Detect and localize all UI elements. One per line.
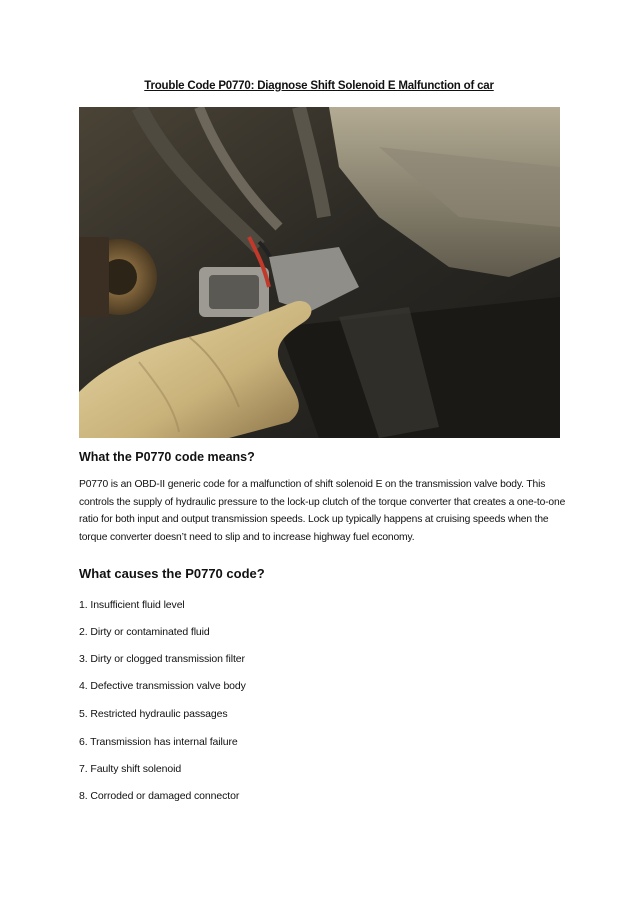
list-item: 5. Restricted hydraulic passages	[79, 708, 228, 720]
engine-photo	[79, 107, 560, 438]
list-item: 6. Transmission has internal failure	[79, 736, 238, 748]
document-title: Trouble Code P0770: Diagnose Shift Solenoid E Malfunction of car	[144, 80, 494, 92]
section-heading-meaning: What the P0770 code means?	[79, 450, 255, 464]
section-paragraph-meaning: P0770 is an OBD-II generic code for a malfunction of shift solenoid E on the transmission valve body. This controls the supply of hydraulic pressure to the lock-up clutch of the torque converter that creates a one-to-one ratio for both input and output transmission speeds. Lock up typically happens at cruising speeds when the torque converter doesn’t need to slip and to increase highway fuel economy.	[79, 479, 566, 543]
list-item: 4. Defective transmission valve body	[79, 680, 246, 692]
list-item: 1. Insufficient fluid level	[79, 599, 185, 611]
list-item: 3. Dirty or clogged transmission filter	[79, 653, 245, 665]
section-heading-causes: What causes the P0770 code?	[79, 566, 265, 581]
list-item: 2. Dirty or contaminated fluid	[79, 626, 210, 638]
list-item: 8. Corroded or damaged connector	[79, 790, 240, 802]
list-item: 7. Faulty shift solenoid	[79, 763, 182, 775]
